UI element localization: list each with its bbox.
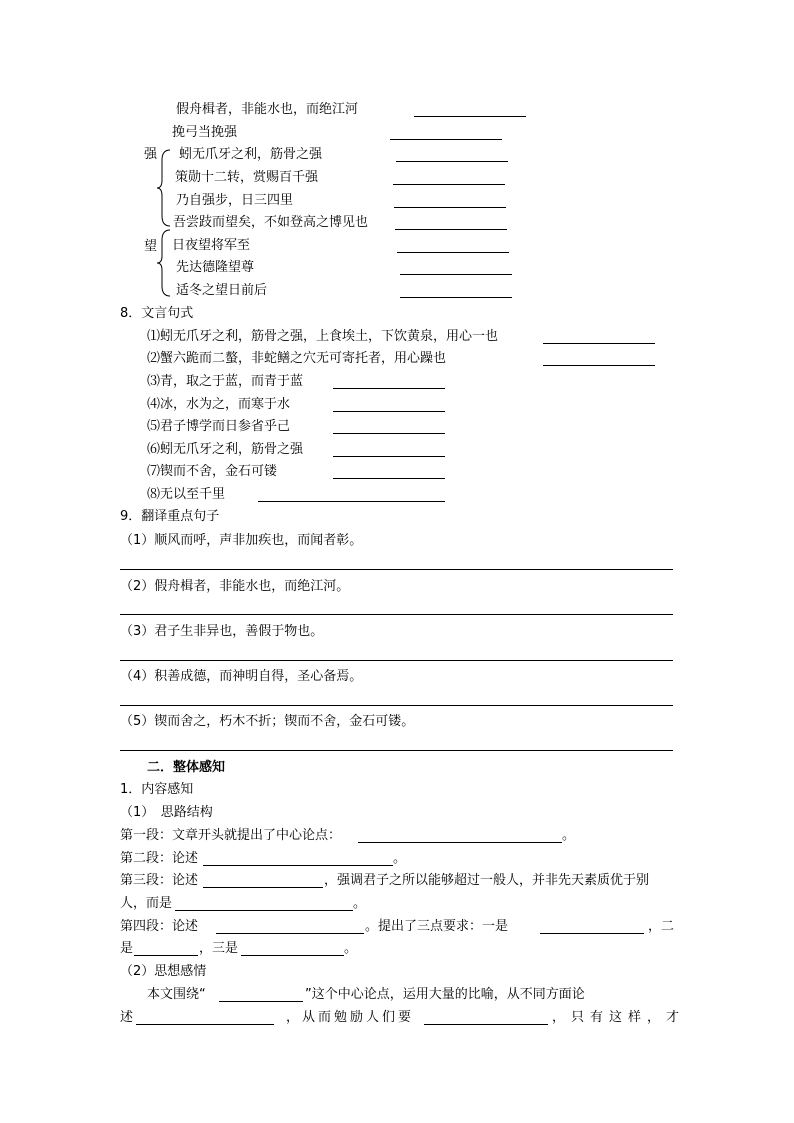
answer-blank[interactable] — [543, 343, 655, 344]
answer-blank[interactable] — [258, 501, 445, 502]
answer-blank[interactable] — [216, 933, 364, 934]
wang-item-2: 先达德隆望尊 — [176, 260, 255, 275]
sentence-item-1: ⑴蚓无爪牙之利，筋骨之强，上食埃土，下饮黄泉，用心一也 — [147, 329, 499, 344]
content-perception-title: 1．内容感知 — [120, 782, 194, 797]
sentence-item-3: ⑶青，取之于蓝，而青于蓝 — [147, 374, 304, 389]
paragraph-3-text: 第三段：论述 — [120, 873, 199, 888]
vocab-item-2: 挽弓当挽强 — [172, 125, 238, 140]
answer-blank[interactable] — [241, 955, 344, 956]
translate-item-4: （4）积善成德，而神明自得，圣心备焉。 — [120, 669, 363, 684]
answer-blank[interactable] — [219, 1001, 303, 1002]
answer-blank[interactable] — [136, 1024, 274, 1025]
translate-item-1: （1）顺风而呼，声非加疾也，而闻者彰。 — [120, 533, 363, 548]
translate-item-5: （5）锲而舍之，朽木不折；锲而不舍，金石可镂。 — [120, 714, 415, 729]
answer-line[interactable] — [120, 750, 673, 751]
answer-blank[interactable] — [333, 411, 445, 412]
paragraph-4-end: 。 — [344, 941, 358, 956]
thoughts-title: （2）思想感情 — [120, 964, 207, 979]
sentence-item-2: ⑵蟹六跪而二螯，非蛇鳝之穴无可寄托者，用心躁也 — [147, 351, 447, 366]
paragraph-4-third: ，三是 — [199, 941, 239, 956]
translate-item-3: （3）君子生非异也，善假于物也。 — [120, 624, 324, 639]
structure-title: （1） 思路结构 — [120, 805, 213, 820]
answer-line[interactable] — [120, 569, 673, 570]
paragraph-5-end: ”这个中心论点，运用大量的比喻，从不同方面论 — [305, 987, 585, 1002]
answer-blank[interactable] — [540, 933, 644, 934]
paragraph-5-text: 本文围绕“ — [147, 987, 206, 1002]
answer-blank[interactable] — [424, 1024, 548, 1025]
sentence-item-7: ⑺锲而不舍，金石可镂 — [147, 464, 278, 479]
qiang-item-2: 策勋十二转，赏赐百千强 — [175, 170, 319, 185]
paragraph-2-text: 第二段：论述 — [120, 851, 199, 866]
paragraph-6-text: 述 — [120, 1010, 134, 1025]
answer-blank[interactable] — [400, 297, 512, 298]
answer-line[interactable] — [120, 660, 673, 661]
paragraph-4-text: 第四段：论述 — [120, 919, 199, 934]
wang-item-1: 日夜望将军至 — [172, 238, 251, 253]
section-9-title: 9．翻译重点句子 — [120, 509, 220, 524]
qiang-brace-icon — [156, 148, 172, 228]
paragraph-4-second: ，二 — [648, 919, 675, 934]
answer-blank[interactable] — [134, 955, 198, 956]
answer-blank[interactable] — [333, 433, 445, 434]
paragraph-1-text: 第一段：文章开头就提出了中心论点： — [120, 828, 342, 843]
answer-blank[interactable] — [395, 229, 507, 230]
answer-line[interactable] — [120, 614, 673, 615]
wang-item-3: 适冬之望日前后 — [176, 283, 268, 298]
paragraph-6-middle: ，从而勉励人们要 — [286, 1010, 415, 1025]
answer-blank[interactable] — [543, 365, 655, 366]
translate-item-2: （2）假舟楫者，非能水也，而绝江河。 — [120, 579, 350, 594]
answer-blank[interactable] — [390, 139, 502, 140]
answer-blank[interactable] — [333, 478, 445, 479]
sentence-item-4: ⑷冰，水为之，而寒于水 — [147, 397, 291, 412]
qiang-item-4: 吾尝跂而望矣，不如登高之博见也 — [173, 215, 369, 230]
sentence-item-5: ⑸君子博学而日参省乎己 — [147, 419, 291, 434]
paragraph-4-middle: 。提出了三点要求：一是 — [365, 919, 509, 934]
qiang-label: 强 — [144, 147, 158, 162]
answer-blank[interactable] — [175, 910, 353, 911]
paragraph-3-middle: ，强调君子之所以能够超过一般人，并非先天素质优于别 — [324, 873, 650, 888]
answer-blank[interactable] — [203, 865, 393, 866]
answer-blank[interactable] — [396, 161, 508, 162]
answer-blank[interactable] — [203, 887, 323, 888]
paragraph-2-end: 。 — [393, 851, 407, 866]
sentence-item-8: ⑻无以至千里 — [147, 487, 226, 502]
paragraph-1-end: 。 — [562, 828, 576, 843]
answer-blank[interactable] — [358, 842, 562, 843]
paragraph-4-line2: 是 — [120, 941, 134, 956]
answer-line[interactable] — [120, 705, 673, 706]
qiang-item-3: 乃自强步，日三四里 — [176, 193, 294, 208]
qiang-item-1: 蚓无爪牙之利，筋骨之强 — [179, 147, 323, 162]
answer-blank[interactable] — [397, 252, 509, 253]
answer-blank[interactable] — [333, 388, 445, 389]
paragraph-6-end: ，只有这样，才 — [552, 1010, 686, 1025]
wang-label: 望 — [144, 239, 158, 254]
part-2-title: 二．整体感知 — [147, 760, 226, 775]
answer-blank[interactable] — [394, 207, 506, 208]
answer-blank[interactable] — [400, 274, 512, 275]
section-8-title: 8．文言句式 — [120, 306, 194, 321]
answer-blank[interactable] — [393, 184, 505, 185]
sentence-item-6: ⑹蚓无爪牙之利，筋骨之强 — [147, 442, 304, 457]
wang-brace-icon — [156, 228, 172, 298]
vocab-item-1: 假舟楫者，非能水也，而绝江河 — [176, 102, 359, 117]
paragraph-3-end: 。 — [353, 896, 367, 911]
answer-blank[interactable] — [333, 456, 445, 457]
paragraph-3-line2: 人，而是 — [120, 896, 173, 911]
answer-blank[interactable] — [414, 116, 526, 117]
